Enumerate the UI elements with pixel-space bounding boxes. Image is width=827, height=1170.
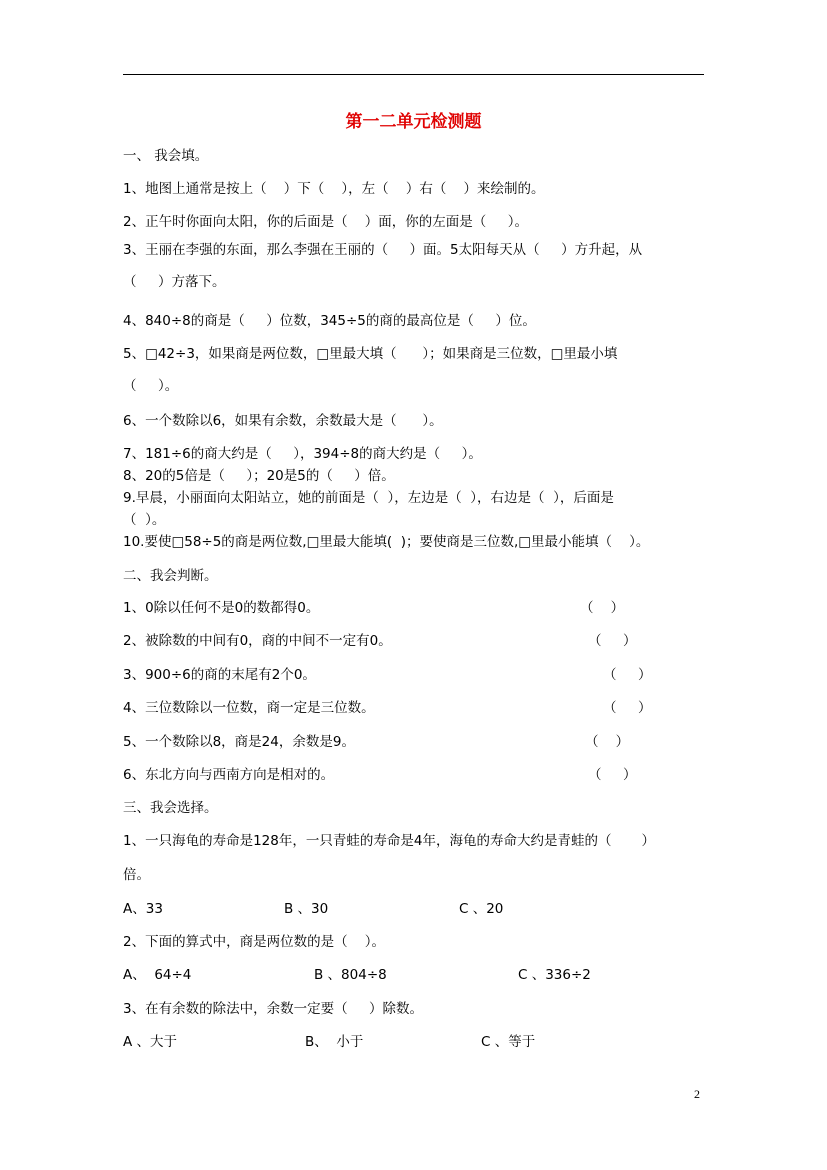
- choice-3-option-b[interactable]: B、 小于: [305, 1034, 364, 1050]
- fill-item-7: 7、181÷6的商大约是（ ），394÷8的商大约是（ ）。: [123, 446, 482, 462]
- judge-mark-4[interactable]: （ ）: [603, 700, 652, 716]
- fill-item-9-cont: （ ）。: [123, 512, 166, 528]
- judge-mark-3[interactable]: （ ）: [603, 667, 652, 683]
- judge-mark-5[interactable]: （ ）: [585, 734, 630, 750]
- judge-item-4: 4、三位数除以一位数，商一定是三位数。: [123, 700, 375, 716]
- choice-3-option-a[interactable]: A 、大于: [123, 1034, 178, 1050]
- choice-2-option-b[interactable]: B 、804÷8: [314, 967, 387, 983]
- header-rule: [123, 74, 704, 75]
- choice-1-option-a[interactable]: A、33: [123, 901, 163, 917]
- page-number: 2: [694, 1087, 700, 1101]
- section-2-heading: 二、我会判断。: [123, 568, 218, 584]
- fill-item-3-cont: （ ）方落下。: [123, 274, 226, 290]
- choice-question-1: 1、一只海龟的寿命是128年，一只青蛙的寿命是4年，海龟的寿命大约是青蛙的（ ）: [123, 833, 655, 849]
- choice-1-option-c[interactable]: C 、20: [459, 901, 504, 917]
- choice-question-2: 2、下面的算式中，商是两位数的是（ ）。: [123, 934, 386, 950]
- choice-question-1-cont: 倍。: [123, 867, 150, 883]
- page-title: 第一二单元检测题: [345, 112, 482, 132]
- judge-mark-6[interactable]: （ ）: [588, 767, 637, 783]
- fill-item-2: 2、正午时你面向太阳，你的后面是（ ）面，你的左面是（ ）。: [123, 214, 528, 230]
- judge-item-1: 1、0除以任何不是0的数都得0。: [123, 600, 320, 616]
- choice-2-option-c[interactable]: C 、336÷2: [518, 967, 591, 983]
- judge-mark-1[interactable]: （ ）: [580, 600, 625, 616]
- section-3-heading: 三、我会选择。: [123, 800, 218, 816]
- judge-item-2: 2、被除数的中间有0，商的中间不一定有0。: [123, 633, 392, 649]
- section-1-heading: 一、 我会填。: [123, 148, 209, 164]
- fill-item-5-cont: （ ）。: [123, 378, 179, 394]
- fill-item-9: 9.早晨，小丽面向太阳站立，她的前面是（ ），左边是（ ），右边是（ ），后面是: [123, 490, 614, 506]
- fill-item-8: 8、20的5倍是（ ）；20是5的（ ）倍。: [123, 468, 395, 484]
- fill-item-10: 10.要使□58÷5的商是两位数,□里最大能填( )；要使商是三位数,□里最小能填（ ）。: [123, 534, 650, 550]
- choice-question-3: 3、在有余数的除法中，余数一定要（ ）除数。: [123, 1001, 424, 1017]
- judge-item-5: 5、一个数除以8，商是24，余数是9。: [123, 734, 355, 750]
- fill-item-1: 1、地图上通常是按上（ ）下（ ），左（ ）右（ ）来绘制的。: [123, 181, 545, 197]
- fill-item-6: 6、一个数除以6，如果有余数，余数最大是（ ）。: [123, 413, 443, 429]
- fill-item-4: 4、840÷8的商是（ ）位数，345÷5的商的最高位是（ ）位。: [123, 313, 536, 329]
- choice-2-option-a[interactable]: A、 64÷4: [123, 967, 192, 983]
- choice-3-option-c[interactable]: C 、等于: [481, 1034, 536, 1050]
- judge-item-6: 6、东北方向与西南方向是相对的。: [123, 767, 335, 783]
- fill-item-5: 5、□42÷3，如果商是两位数，□里最大填（ ）；如果商是三位数，□里最小填: [123, 346, 618, 362]
- judge-item-3: 3、900÷6的商的末尾有2个0。: [123, 667, 316, 683]
- choice-1-option-b[interactable]: B 、30: [284, 901, 329, 917]
- judge-mark-2[interactable]: （ ）: [588, 633, 637, 649]
- fill-item-3: 3、王丽在李强的东面，那么李强在王丽的（ ）面。5太阳每天从（ ）方升起，从: [123, 242, 643, 258]
